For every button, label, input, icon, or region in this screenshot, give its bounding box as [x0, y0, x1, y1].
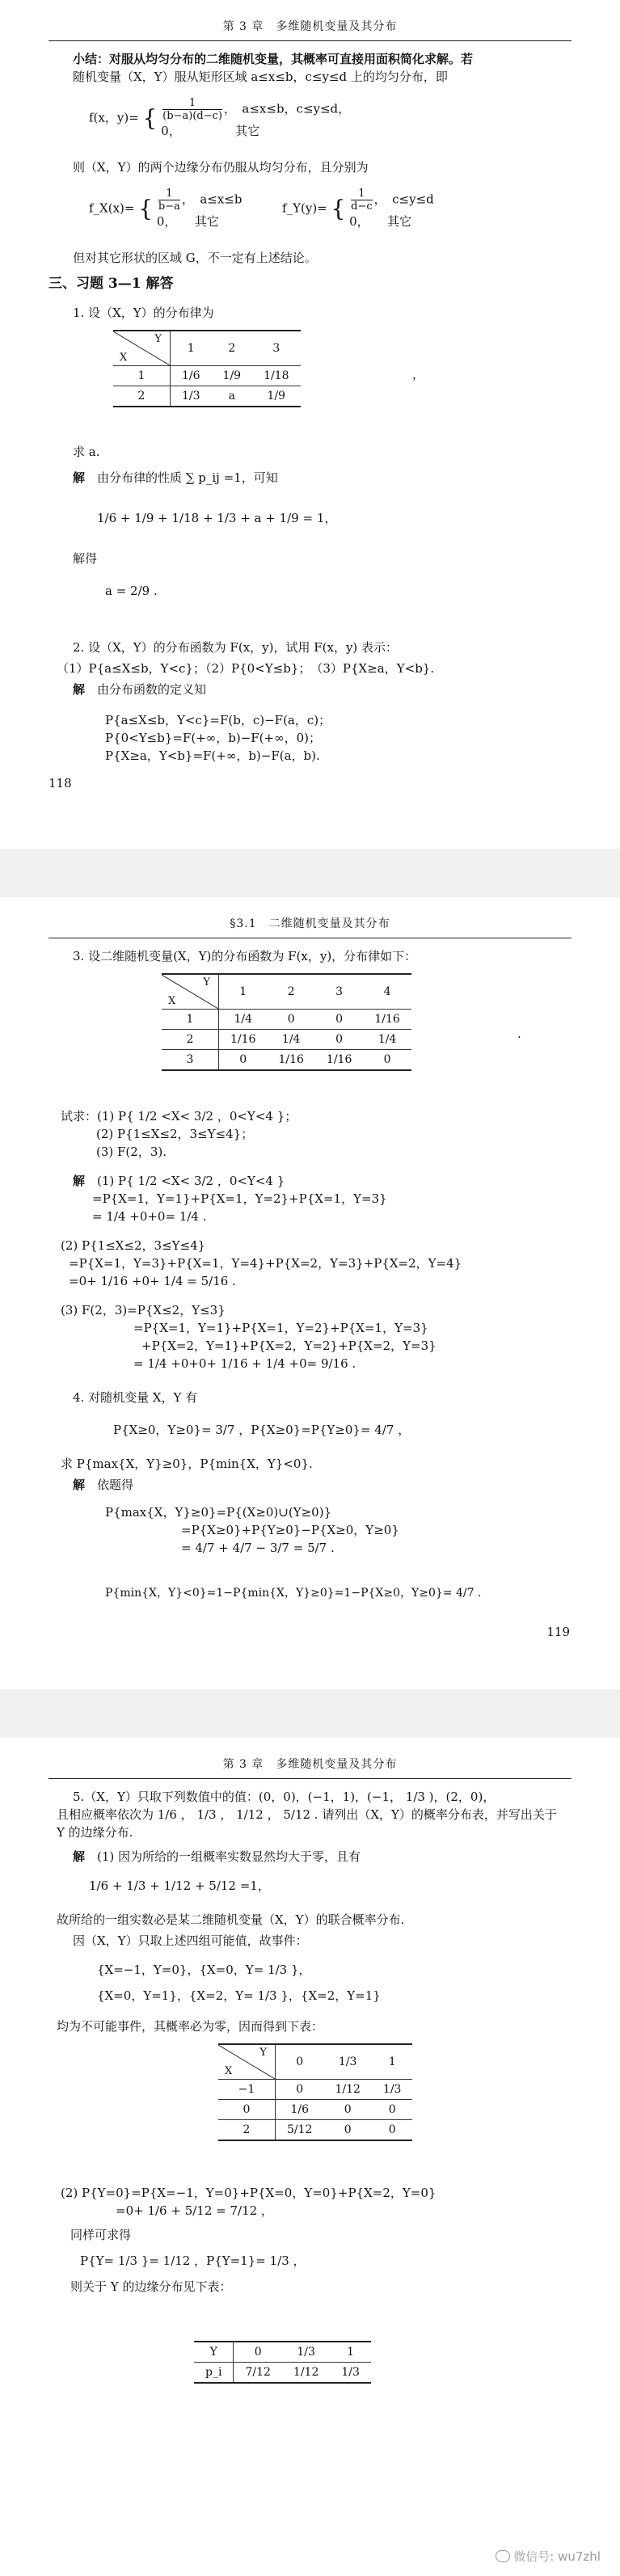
table-row: 2 1/16 1/4 0 1/4	[162, 1030, 411, 1050]
q3-solution-1	[73, 1172, 571, 1225]
s5-p-line-1: (2) P{Y=0}=P{X=−1，Y=0}+P{X=0，Y=0}+P{X=2，Y=0}	[61, 2186, 437, 2200]
running-header: §3.1 二维随机变量及其分布	[49, 915, 571, 938]
question-2-items: （1）P{a≤X≤b，Y<c}；（2）P{0<Y≤b}； （3）P{X≥a，Y<b}.	[57, 661, 435, 676]
section-title: 三、习题 3—1 解答	[49, 276, 174, 292]
col-header: 1/3	[323, 2044, 371, 2080]
page-119	[0, 897, 620, 1738]
q4-solution	[73, 1476, 571, 1494]
s2-line-1: (2) P{1≤X≤2，3≤Y≤4}	[61, 1238, 206, 1253]
s3-line-1: (3) F(2，3)=P{X≤2，Y≤3}	[61, 1303, 226, 1318]
table-q3	[162, 973, 411, 1071]
page-number: 118	[49, 776, 72, 791]
running-header: 第 3 章 多维随机变量及其分布	[49, 18, 571, 41]
s5-equation: 1/6 + 1/3 + 1/12 + 5/12 =1，	[89, 1878, 270, 1893]
col-header: 1	[330, 2342, 371, 2363]
summary-line-2: 随机变量（X，Y）服从矩形区域 a≤x≤b，c≤y≤d 上的均匀分布，即	[73, 70, 448, 84]
s5-p-line-3: 同样可求得	[70, 2228, 132, 2242]
col-header: 2	[267, 974, 314, 1010]
q2-answers	[105, 711, 571, 765]
table-row: 0 1/6 0 0	[218, 2100, 412, 2120]
page-number: 119	[546, 1625, 570, 1639]
s5-part2	[61, 2184, 571, 2296]
col-header: 3	[252, 331, 300, 366]
s3-line-2: =P{X=1，Y=1}+P{X=1，Y=2}+P{X=1，Y=3}	[133, 1321, 428, 1335]
q3-solution-3	[61, 1301, 571, 1372]
s3-line-4: = 1/4 +0+0+ 1/16 + 1/4 +0= 9/16 .	[133, 1356, 356, 1371]
q5-line-3: Y 的边缘分布.	[57, 1825, 133, 1840]
q3-ask-1: 试求：(1) P{ 1/2 <X< 3/2 ，0<Y<4 }；	[61, 1109, 297, 1124]
table-q5	[218, 2043, 412, 2141]
brace-icon: {	[331, 195, 346, 222]
q3-ask-3: (3) F(2，3).	[96, 1145, 167, 1159]
s1-line-3: = 1/4 +0+0= 1/4 .	[92, 1209, 207, 1224]
page-separator	[0, 1689, 620, 1738]
col-header: 3	[315, 974, 363, 1010]
marginal-formulas	[89, 188, 571, 230]
q3-ask-2: (2) P{1≤X≤2，3≤Y≤4}；	[96, 1127, 254, 1141]
table-q1	[113, 330, 301, 407]
question-4: 4. 对随机变量 X，Y 有	[73, 1390, 198, 1405]
page-separator	[0, 849, 620, 897]
running-header: 第 3 章 多维随机变量及其分布	[49, 1756, 571, 1779]
summary-block	[73, 50, 571, 86]
summary-line-1: 小结：对服从均匀分布的二维随机变量，其概率可直接用面积简化求解。若	[73, 52, 474, 66]
col-header: 1	[171, 331, 212, 366]
table-dot: .	[517, 1027, 521, 1041]
col-header: 1	[219, 974, 268, 1010]
s2-line-3: =0+ 1/16 +0+ 1/4 = 5/16 .	[69, 1274, 236, 1288]
table-corner: Y X	[113, 331, 171, 366]
table-row: −1 0 1/12 1/3	[218, 2080, 412, 2100]
s5-p-line-4: P{Y= 1/3 }= 1/12 ，P{Y=1}= 1/3 ，	[80, 2253, 306, 2268]
s5-line-3: 因（X，Y）只取上述四组可能值，故事件：	[73, 1933, 308, 1948]
f-lhs: f(x，y)=	[89, 110, 139, 125]
fy-fraction: $\frac{1}{d-c}$	[351, 188, 373, 213]
watermark	[496, 2548, 601, 2565]
q4-given: P{X≥0，Y≥0}= 3/7 ，P{X≥0}=P{Y≥0}= 4/7 ，	[113, 1423, 411, 1437]
q1-get: 解得	[73, 551, 98, 566]
s5-line-4: 均为不可能事件，其概率必为零，因而得到下表：	[57, 2019, 324, 2034]
f-case1-fraction: $\frac{1}{(b-a)(d-c)}$	[162, 97, 222, 122]
q4-line-4: P{min{X，Y}<0}=1−P{min{X，Y}≥0}=1−P{X≥0，Y≥0}= 4/7 .	[105, 1587, 482, 1600]
table-row: 2 1/3 a 1/9	[113, 386, 301, 407]
q3-asks	[61, 1107, 571, 1161]
col-header: 2	[212, 331, 253, 366]
table-row: 1 1/4 0 0 1/16	[162, 1010, 411, 1030]
brace-icon: {	[142, 104, 158, 132]
question-3: 3. 设二维随机变量(X，Y)的分布函数为 F(x，y)，分布律如下：	[73, 949, 417, 963]
fy-else: 0， 其它	[349, 214, 412, 229]
question-1-ask: 求 a.	[73, 445, 100, 459]
wechat-icon	[496, 2550, 510, 2562]
marginal-intro: 则（X，Y）的两个边缘分布仍服从均匀分布，且分别为	[73, 160, 369, 175]
table-row: 1 1/6 1/9 1/18	[113, 366, 301, 386]
solution-label: 解	[73, 1478, 86, 1492]
s5-line-2: 故所给的一组实数必是某二维随机变量（X，Y）的联合概率分布.	[57, 1912, 405, 1927]
q4-line-2: =P{X≥0}+P{Y≥0}−P{X≥0，Y≥0}	[181, 1523, 399, 1537]
uniform-density-formula	[89, 97, 571, 140]
brace-icon: {	[138, 195, 154, 222]
f-case2: 0， 其它	[161, 124, 260, 138]
col-header: 1/3	[282, 2342, 330, 2363]
table-corner: Y X	[218, 2044, 276, 2080]
q1-equation: 1/6 + 1/9 + 1/18 + 1/3 + a + 1/9 = 1，	[97, 511, 337, 525]
q1-sol-text: 由分布律的性质 ∑ p_ij =1，可知	[97, 470, 278, 485]
col-header: Y	[194, 2342, 234, 2363]
fx-cond: ， a≤x≤b	[181, 192, 243, 207]
s1-line-1: (1) P{ 1/2 <X< 3/2 ，0<Y<4 }	[97, 1174, 285, 1188]
fx-fraction: $\frac{1}{b-a}$	[158, 188, 180, 213]
q4-derivation	[105, 1503, 571, 1557]
q5-line-2: 且相应概率依次为 1/6 ， 1/3 ， 1/12 ， 5/12 . 请列出（X，Y）的概率分布表，并写出关于	[57, 1807, 557, 1822]
s1-line-2: =P{X=1，Y=1}+P{X=1，Y=2}+P{X=1，Y=3}	[92, 1191, 387, 1206]
fy-cond: ， c≤y≤d	[373, 192, 434, 207]
s5-events-2: {X=0，Y=1}，{X=2，Y= 1/3 }，{X=2，Y=1}	[97, 1988, 381, 2003]
table-row: 2 5/12 0 0	[218, 2120, 412, 2141]
page-120	[0, 1738, 620, 2576]
q1-answer: a = 2/9 .	[105, 584, 158, 598]
f-case1-cond: ， a≤x≤b，c≤y≤d，	[223, 101, 351, 116]
page-118	[0, 0, 620, 897]
summary-end: 但对其它形状的区域 G，不一定有上述结论。	[73, 251, 317, 265]
q2-answer-3: P{X≥a，Y<b}=F(+∞，b)−F(a，b).	[105, 748, 320, 763]
col-header: 4	[363, 974, 411, 1010]
q5-line-1: 5.（X，Y）只取下列数值中的值：(0，0)，(−1，1)，(−1， 1/3 )，(2，0)，	[73, 1790, 496, 1804]
col-header: 1	[372, 2044, 413, 2080]
table-row: 3 0 1/16 1/16 0	[162, 1050, 411, 1071]
watermark-text: 微信号: wu7zhl	[513, 2549, 601, 2564]
s5-p-line-5: 则关于 Y 的边缘分布见下表：	[70, 2279, 232, 2294]
q1-solution	[73, 469, 571, 487]
q3-solution-2	[61, 1237, 571, 1290]
fy-lhs: f_Y(y)=	[282, 200, 327, 216]
q2-solution	[73, 681, 571, 698]
q4-sol-text: 依题得	[97, 1478, 134, 1492]
table-marginal-y	[194, 2341, 371, 2384]
s5-line-1: (1) 因为所给的一组概率实数显然均大于零，且有	[97, 1849, 361, 1864]
q2-answer-2: P{0<Y≤b}=F(+∞，b)−F(+∞，0)；	[105, 731, 321, 745]
col-header: 0	[276, 2044, 324, 2080]
solution-label: 解	[73, 1849, 86, 1864]
table-row: p_i 7/12 1/12 1/3	[194, 2363, 371, 2384]
fx-else: 0， 其它	[156, 214, 219, 229]
question-5	[57, 1788, 571, 1841]
fx-lhs: f_X(x)=	[89, 200, 135, 216]
solution-label: 解	[73, 682, 86, 697]
table-corner: Y X	[162, 974, 219, 1010]
q5-solution-1	[73, 1848, 571, 1866]
table-comma: ，	[412, 367, 425, 382]
col-header: 0	[234, 2342, 282, 2363]
q4-ask: 求 P{max{X，Y}≥0}，P{min{X，Y}<0}.	[61, 1457, 313, 1471]
q2-sol-text: 由分布函数的定义知	[97, 682, 207, 697]
q2-answer-1: P{a≤X≤b，Y<c}=F(b，c)−F(a，c)；	[105, 713, 331, 727]
solution-label: 解	[73, 470, 86, 485]
s2-line-2: =P{X=1，Y=3}+P{X=1，Y=4}+P{X=2，Y=3}+P{X=2，Y=4}	[69, 1256, 462, 1271]
s5-events-1: {X=−1，Y=0}，{X=0，Y= 1/3 }，	[97, 1963, 311, 1977]
solution-label: 解	[73, 1174, 86, 1188]
q4-line-1: P{max{X，Y}≥0}=P{(X≥0)∪(Y≥0)}	[105, 1505, 332, 1520]
question-2: 2. 设（X，Y）的分布函数为 F(x，y)，试用 F(x，y) 表示：	[73, 640, 399, 655]
q4-line-3: = 4/7 + 4/7 − 3/7 = 5/7 .	[181, 1541, 335, 1555]
s3-line-3: +P{X=2，Y=1}+P{X=2，Y=2}+P{X=2，Y=3}	[141, 1339, 437, 1353]
question-1: 1. 设（X，Y）的分布律为	[73, 306, 214, 320]
s5-events	[97, 1961, 571, 2005]
s5-p-line-2: =0+ 1/6 + 5/12 = 7/12 ，	[116, 2203, 273, 2218]
